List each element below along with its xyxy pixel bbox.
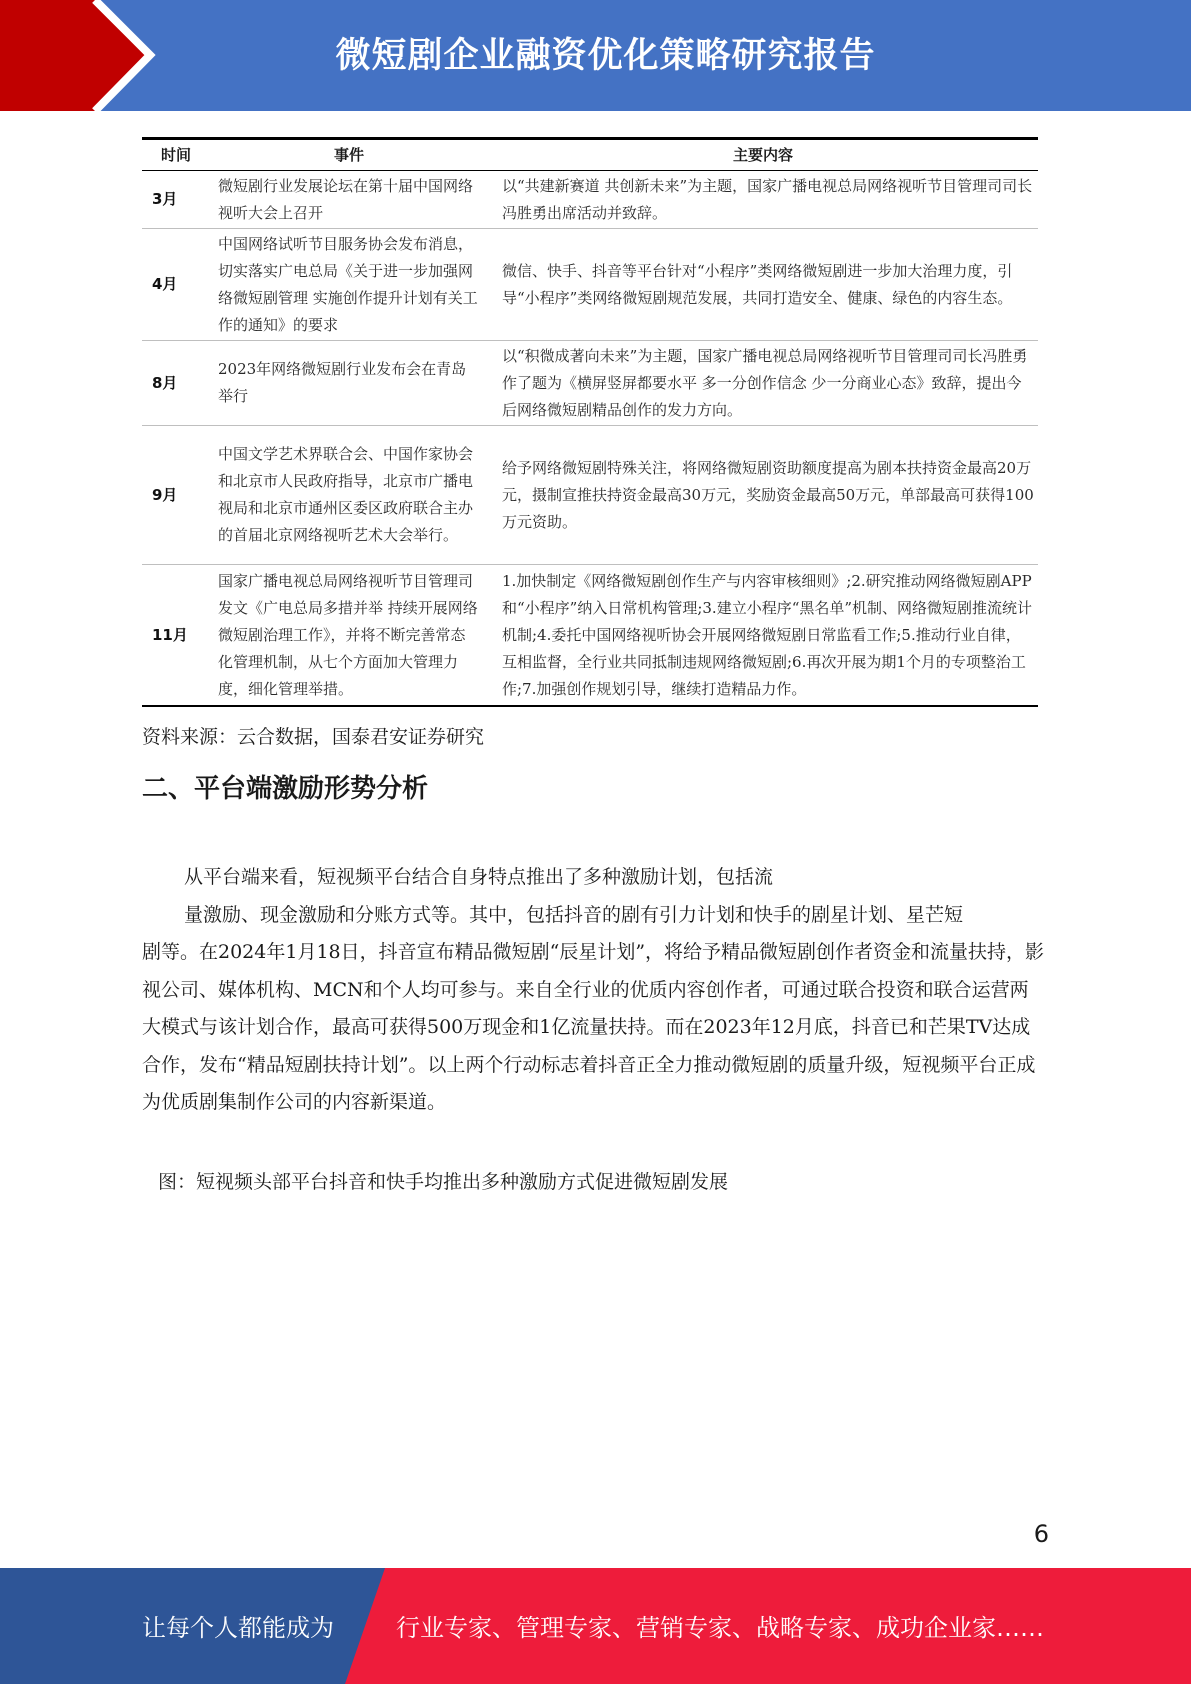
- footer-banner: [0, 1568, 1191, 1684]
- cell-content: 微信、快手、抖音等平台针对“小程序”类网络微短剧进一步加大治理力度，引导“小程序”类网络微短剧规范发展，共同打造安全、健康、绿色的内容生态。: [502, 261, 1013, 307]
- body-paragraph: [142, 859, 1047, 1122]
- page-number: 6: [1033, 1520, 1049, 1548]
- table-row: [142, 229, 1038, 341]
- table-row: [142, 341, 1038, 426]
- cell-month: 9月: [152, 485, 178, 504]
- table-row: [142, 171, 1038, 229]
- events-table: [142, 137, 1038, 707]
- column-header-content: 主要内容: [732, 145, 793, 164]
- table-header-row: [142, 139, 1038, 171]
- column-header-time: 时间: [160, 145, 191, 164]
- footer-slogan-right: 行业专家、管理专家、营销专家、战略专家、成功企业家……: [396, 1614, 1044, 1642]
- cell-month: 4月: [152, 275, 178, 293]
- cell-month: 8月: [152, 373, 178, 392]
- cell-content: 以“共建新赛道 共创新未来”为主题，国家广播电视总局网络视听节目管理司司长冯胜勇出席活动并致辞。: [502, 176, 1033, 222]
- cell-event: 2023年网络微短剧行业发布会在青岛举行: [218, 360, 467, 405]
- footer-slogan-left: 让每个人都能成为: [142, 1614, 334, 1642]
- cell-event: 中国文学艺术界联合会、中国作家协会和北京市人民政府指导，北京市广播电视局和北京市通州区委区政府联合主办的首届北京网络视听艺术大会举行。: [218, 445, 474, 544]
- paragraph-body: 剧等。在2024年1月18日，抖音宣布精品微短剧“辰星计划”，将给予精品微短剧创作者资金和流量扶持，影视公司、媒体机构、MCN和个人均可参与。来自全行业的优质内容创作者，可通过联合投资和联合运营两大模式与该计划合作，最高可获得500万现金和1亿流量扶持。而在2023年12月底，抖音已和芒果TV达成合作，发布“精品短剧扶持计划”。以上两个行动标志着抖音正全力推动微短剧的质量升级，短视频平台正成为优质剧集制作公司的内容新渠道。: [142, 941, 1045, 1113]
- header-banner: [0, 0, 1191, 111]
- report-title: 微短剧企业融资优化策略研究报告: [335, 36, 876, 76]
- section-heading: 二、平台端激励形势分析: [142, 774, 429, 804]
- paragraph-line-2: 量激励、现金激励和分账方式等。其中，包括抖音的剧有引力计划和快手的剧星计划、星芒短: [184, 903, 964, 926]
- table-row: [142, 565, 1038, 707]
- data-source-note: 资料来源：云合数据，国泰君安证券研究: [142, 726, 485, 748]
- cell-content: 给予网络微短剧特殊关注，将网络微短剧资助额度提高为剧本扶持资金最高20万元，摄制宣推扶持资金最高30万元，奖励资金最高50万元，单部最高可获得100万元资助。: [502, 458, 1034, 531]
- column-header-event: 事件: [333, 145, 364, 164]
- cell-month: 3月: [152, 190, 178, 208]
- table-row: [142, 426, 1038, 565]
- figure-caption: 图：短视频头部平台抖音和快手均推出多种激励方式促进微短剧发展: [158, 1171, 729, 1193]
- cell-event: 中国网络试听节目服务协会发布消息，切实落实广电总局《关于进一步加强网络微短剧管理 实施创作提升计划有关工作的通知》的要求: [218, 234, 478, 334]
- cell-content: 1.加快制定《网络微短剧创作生产与内容审核细则》;2.研究推动网络微短剧APP和“小程序”纳入日常机构管理;3.建立小程序“黑名单”机制、网络微短剧推流统计机制;4.委托中国网络视听协会开展网络微短剧日常监看工作;5.推动行业自律，互相监督，全行业共同抵制违规网络微短剧;6.再次开展为期1个月的专项整治工作;7.加强创作规划引导，继续打造精品力作。: [502, 571, 1033, 698]
- cell-month: 11月: [152, 625, 188, 644]
- cell-content: 以“积微成著向未来”为主题，国家广播电视总局网络视听节目管理司司长冯胜勇作了题为《横屏竖屏都要水平 多一分创作信念 少一分商业心态》致辞，提出今后网络微短剧精品创作的发力方向。: [502, 346, 1028, 419]
- cell-event: 国家广播电视总局网络视听节目管理司发文《广电总局多措并举 持续开展网络微短剧治理工作》，并将不断完善常态化管理机制，从七个方面加大管理力度，细化管理举措。: [218, 571, 478, 698]
- paragraph-line-1: 从平台端来看，短视频平台结合自身特点推出了多种激励计划，包括流: [184, 866, 774, 888]
- cell-event: 微短剧行业发展论坛在第十届中国网络视听大会上召开: [218, 176, 474, 222]
